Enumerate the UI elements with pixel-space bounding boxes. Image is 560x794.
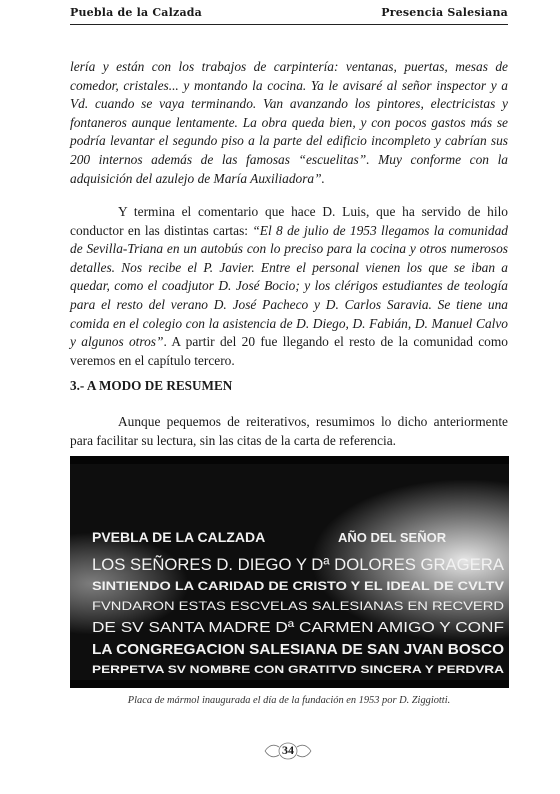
section-heading: 3.- A MODO DE RESUMEN — [70, 378, 233, 393]
paragraph-letter-quote: lería y están con los trabajos de carpintería: ventanas, puertas, mesas de comedor, cristales... y montando la cocina. Ya le avisaré al señor inspector y a Vd. cuando se vaya terminando. Van avanzando los pintores, electricistas y fontaneros aunque lentamente. La obra queda bien, y con pocos gastos más se podría levantar el segundo piso a la parte del edificio incompleto y cabrían sus 200 internos además de las famosas “escuelitas”. Muy conforme con la adquisición del azulejo de María Auxiliadora”. — [70, 59, 508, 186]
page-number-ornament — [263, 738, 313, 764]
marble-plaque-photo — [70, 456, 509, 688]
plaque-line-1-right: AÑO DEL SEÑOR — [338, 530, 447, 545]
header-book-title: Puebla de la Calzada — [70, 6, 203, 19]
plaque-line-1-left: PVEBLA DE LA CALZADA — [92, 529, 266, 545]
paragraph-commentary — [70, 203, 508, 370]
running-header — [70, 2, 508, 25]
paragraph-summary-intro: Aunque pequemos de reiterativos, resumimos lo dicho anteriormente para facilitar su lectura, sin las citas de la carta de referencia. — [70, 414, 508, 448]
plaque-line-6: LA CONGREGACION SALESIANA DE SAN JVAN BOSCO — [92, 641, 505, 658]
plaque-line-7: PERPETVA SV NOMBRE CON GRATITVD SINCERA Y PERDVRA — [92, 664, 505, 676]
photo-caption: Placa de mármol inaugurada el día de la fundación en 1953 por D. Ziggiotti. — [127, 695, 451, 706]
plaque-line-2: LOS SEÑORES D. DIEGO Y Dª DOLORES GRAGERA — [92, 555, 505, 574]
paragraph-commentary-quote: “El 8 de julio de 1953 llegamos la comunidad de Sevilla-Triana en un autobús con lo preciso para la cocina y otros numerosos detalles. Nos recibe el P. Javier. Entre el personal vienen los que se iban a quedar, como el coadjutor D. José Bocio; y los clérigos estudiantes de teología para el resto del verano D. José Pacheco y D. Carlos Saravia. Se tiene una comida en el colegio con la asistencia de D. Diego, D. Fabián, D. Manuel Calvo y algunos otros” — [70, 222, 508, 350]
plaque-line-4: FVNDARON ESTAS ESCVELAS SALESIANAS EN RECVERD — [92, 599, 505, 613]
plaque-image — [70, 456, 509, 688]
plaque-line-3: SINTIENDO LA CARIDAD DE CRISTO Y EL IDEAL DE CVLTV — [92, 579, 504, 593]
paragraph-commentary-end: . A partir del 20 fue llegando el resto de la comunidad como veremos en el capítulo tercero. — [70, 334, 508, 368]
paragraph-commentary-intro: Y termina el comentario que hace D. Luis, que ha servido de hilo conductor en las distintas cartas: — [70, 204, 508, 238]
plaque-line-5: DE SV SANTA MADRE Dª CARMEN AMIGO Y CONF — [92, 619, 504, 636]
header-section-title: Presencia Salesiana — [381, 6, 508, 19]
page-number: 34 — [282, 743, 294, 757]
